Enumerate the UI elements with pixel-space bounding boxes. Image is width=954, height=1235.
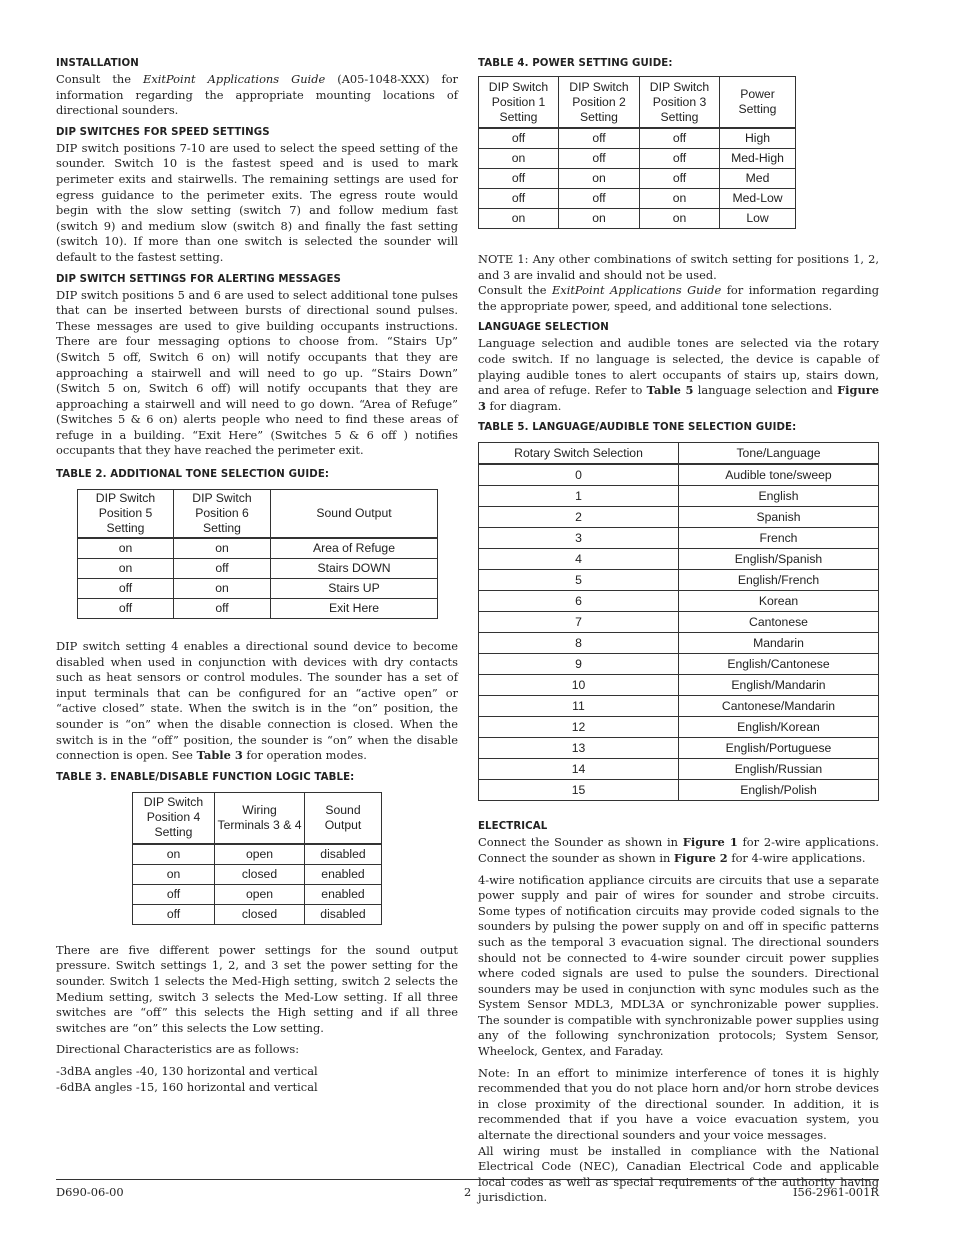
table-cell: English <box>679 486 879 507</box>
table-cell: 8 <box>479 633 679 654</box>
installation-text: Consult the ExitPoint Applications Guide (A05-1048-XXX) for information regarding the appropriate mounting locations of directional sounders. <box>56 72 458 118</box>
table-cell: enabled <box>305 864 382 884</box>
table-cell: Korean <box>679 591 879 612</box>
page-number: 2 <box>464 1185 472 1199</box>
installation-heading: INSTALLATION <box>56 58 139 69</box>
table-cell: 0 <box>479 464 679 486</box>
table-row <box>78 599 438 619</box>
footer-part-number: I56-2961-001R <box>793 1185 879 1199</box>
power-setting-table <box>478 76 796 229</box>
table-row <box>479 570 879 591</box>
table-row <box>479 486 879 507</box>
table-row <box>479 696 879 717</box>
table-header: DIP Switch Position 3 Setting <box>640 77 720 129</box>
electrical-text: Connect the Sounder as shown in Figure 1 for 2-wire applications. Connect the sounder as shown in Figure 2 for 4-wire applications. <box>478 835 879 865</box>
table-cell: on <box>133 864 215 884</box>
speed-text: DIP switch positions 7-10 are used to select the speed setting of the sounder. Switch 10 is the fastest speed and is used to mark perimeter exits and stairwells. The remaining settings are used for egress guidance to the perimeter exits. The egress route would begin with the slow setting (switch 7) and follow medium fast (switch 9) and medium slow (switch 8) and finally the fast setting (switch 10). If more than one switch is selected the sounder will default to the fastest setting. <box>56 140 458 264</box>
table-cell: Stairs DOWN <box>271 559 438 579</box>
alerting-heading: DIP SWITCH SETTINGS FOR ALERTING MESSAGES <box>56 273 341 285</box>
table-row <box>479 209 796 229</box>
table-cell: 12 <box>479 717 679 738</box>
table-cell: off <box>640 169 720 189</box>
table-cell: off <box>559 128 640 149</box>
table-row <box>479 675 879 696</box>
language-heading: LANGUAGE SELECTION <box>478 322 609 334</box>
table-row <box>78 538 438 559</box>
table-row <box>479 169 796 189</box>
enable-disable-table <box>132 792 382 925</box>
table-header: Wiring Terminals 3 & 4 <box>215 792 305 844</box>
table-row <box>479 654 879 675</box>
table-cell: off <box>640 128 720 149</box>
table-row <box>479 149 796 169</box>
table-cell: English/Russian <box>679 759 879 780</box>
table-cell: off <box>78 599 174 619</box>
table-cell: French <box>679 528 879 549</box>
table-header: Tone/Language <box>679 443 879 465</box>
table-row <box>479 528 879 549</box>
table-cell: off <box>174 559 271 579</box>
table-header: Rotary Switch Selection <box>479 443 679 465</box>
consult-text: Consult the ExitPoint Applications Guide for information regarding the appropriate power, speed, and additional tone selections. <box>478 283 879 313</box>
table-cell: off <box>479 169 559 189</box>
table4-title: TABLE 4. POWER SETTING GUIDE: <box>478 58 673 69</box>
table-cell: 11 <box>479 696 679 717</box>
alerting-text: DIP switch positions 5 and 6 are used to select additional tone pulses that can be inserted between bursts of directional sound pulses. These messages are used to give building occupants instructions. There are four messaging options to choose from. “Stairs Up” (Switch 5 off, Switch 6 on) will notify occupants that they are approaching a stairwell and will need to go up. “Stairs Down” (Switch 5 on, Switch 6 off) will notify occupants that they are approaching a stairwell and will need to go down. “Area of Refuge” (Switches 5 & 6 on) alerts people who need to find these areas of refuge in a building. “Exit Here” (Switches 5 & 6 off ) notifies occupants that they have reached the perimeter exit. <box>56 287 458 458</box>
table-row <box>133 844 382 865</box>
table-row <box>133 864 382 884</box>
table-header: Sound Output <box>305 792 382 844</box>
directional-line-2: -6dBA angles -15, 160 horizontal and vertical <box>56 1079 318 1094</box>
table-cell: 10 <box>479 675 679 696</box>
table-row <box>479 591 879 612</box>
speed-heading: DIP SWITCHES FOR SPEED SETTINGS <box>56 126 270 138</box>
table-header: DIP Switch Position 1 Setting <box>479 77 559 129</box>
table-header: Power Setting <box>720 77 796 129</box>
table-cell: on <box>640 209 720 229</box>
interference-note: Note: In an effort to minimize interference of tones it is highly recommended that you do not place horn and/or horn strobe devices in close proximity of the directional sounder. In addition, it is recommended that if you have a voice evacuation system, you alternate the directional sounders and your voice messages. <box>478 1065 879 1143</box>
language-table <box>478 442 879 801</box>
table-cell: on <box>479 209 559 229</box>
table-cell: English/Mandarin <box>679 675 879 696</box>
table-cell: off <box>559 149 640 169</box>
table-cell: open <box>215 884 305 904</box>
table-cell: Spanish <box>679 507 879 528</box>
table-row <box>133 904 382 924</box>
table-cell: 5 <box>479 570 679 591</box>
power-text: There are five different power settings for the sound output pressure. Switch settings 1, 2, and 3 set the power setting for the sounder. Switch 1 selects the Med-High setting, switch 2 selects the Medium setting, switch 3 selects the Med-Low setting. If all three switches are “off” this selects the High setting and if all three switches are “on” this selects the Low setting. <box>56 942 458 1035</box>
table-cell: off <box>479 189 559 209</box>
right-column <box>478 56 879 1206</box>
table-cell: off <box>559 189 640 209</box>
directional-text: Directional Characteristics are as follows: <box>56 1042 300 1057</box>
table-cell: disabled <box>305 904 382 924</box>
table-row <box>479 633 879 654</box>
table-cell: 15 <box>479 780 679 801</box>
table-header: DIP Switch Position 5 Setting <box>78 490 174 539</box>
four-wire-text: 4-wire notification appliance circuits are circuits that use a separate power supply and pair of wires for sounder and strobe circuits. Some types of notification circuits may provide coded signals to the sounders by pulsing the power supply on and off in specific patterns such as the temporal 3 evacuation signal. The directional sounders should not be connected to 4-wire sounder circuit power supplies where coded signals are used to pulse the sounders. Directional sounders may be used in conjunction with sync modules such as the System Sensor MDL3, MDL3A or synchronizable power supplies. The sounder is compatible with synchronizable power supplies using any of the following synchronization protocols; System Sensor, Wheelock, Gentex, and Faraday. <box>478 872 879 1059</box>
table-cell: open <box>215 844 305 865</box>
table-cell: 14 <box>479 759 679 780</box>
table-cell: English/Spanish <box>679 549 879 570</box>
directional-line-1: -3dBA angles -40, 130 horizontal and vertical <box>56 1063 318 1078</box>
table2-title: TABLE 2. ADDITIONAL TONE SELECTION GUIDE: <box>56 469 330 481</box>
table-cell: 13 <box>479 738 679 759</box>
page-footer <box>56 1179 879 1199</box>
table-cell: enabled <box>305 884 382 904</box>
table-row <box>479 549 879 570</box>
table-cell: Cantonese <box>679 612 879 633</box>
table-cell: on <box>640 189 720 209</box>
table-cell: 2 <box>479 507 679 528</box>
table-cell: on <box>559 209 640 229</box>
table-cell: Area of Refuge <box>271 538 438 559</box>
table-cell: off <box>479 128 559 149</box>
enable-text: DIP switch setting 4 enables a directional sound device to become disabled when used in conjunction with devices with dry contacts such as heat sensors or control modules. The sounder has a set of input terminals that can be configured for an “active open” or “active closed” state. When the switch is in the “on” position, the sounder is “on” when the disable connection is closed. When the switch is in the “off” position, the sounder is “on” when the disable connection is open. See Table 3 for operation modes. <box>56 639 458 763</box>
table-row <box>479 189 796 209</box>
table-row <box>78 579 438 599</box>
table-cell: on <box>174 579 271 599</box>
table-cell: 6 <box>479 591 679 612</box>
table-row <box>479 464 879 486</box>
footer-doc-number: D690-06-00 <box>56 1185 124 1199</box>
note-1: NOTE 1: Any other combinations of switch setting for positions 1, 2, and 3 are invalid and should not be used. <box>478 252 879 282</box>
table-cell: off <box>640 149 720 169</box>
electrical-heading: ELECTRICAL <box>478 821 548 833</box>
table-cell: Low <box>720 209 796 229</box>
left-column <box>56 56 458 1095</box>
table-cell: Exit Here <box>271 599 438 619</box>
table-row <box>479 128 796 149</box>
tone-selection-table <box>77 489 438 619</box>
table-row <box>133 884 382 904</box>
table-cell: off <box>133 884 215 904</box>
table-row <box>479 738 879 759</box>
table-cell: on <box>133 844 215 865</box>
table-cell: on <box>559 169 640 189</box>
table-cell: off <box>133 904 215 924</box>
table-cell: 4 <box>479 549 679 570</box>
table-cell: Mandarin <box>679 633 879 654</box>
table-cell: English/Korean <box>679 717 879 738</box>
table-cell: closed <box>215 904 305 924</box>
table-cell: Med <box>720 169 796 189</box>
table-cell: closed <box>215 864 305 884</box>
table-cell: English/French <box>679 570 879 591</box>
table-cell: English/Cantonese <box>679 654 879 675</box>
table-row <box>479 780 879 801</box>
table-header: Sound Output <box>271 490 438 539</box>
table-cell: 3 <box>479 528 679 549</box>
table-cell: Audible tone/sweep <box>679 464 879 486</box>
language-text: Language selection and audible tones are selected via the rotary code switch. If no language is selected, the device is capable of playing audible tones to alert occupants of stairs up, stairs down, and area of refuge. Refer to Table 5 language selection and Figure 3 for diagram. <box>478 336 880 413</box>
table-cell: Cantonese/Mandarin <box>679 696 879 717</box>
wiring-compliance: All wiring must be installed in compliance with the National Electrical Code (NEC), Canadian Electrical Code and applicable local codes as well as special requirements of the authority having jurisdiction. <box>478 1143 879 1205</box>
table-cell: on <box>78 559 174 579</box>
table3-title: TABLE 3. ENABLE/DISABLE FUNCTION LOGIC TABLE: <box>56 771 355 783</box>
table-cell: English/Portuguese <box>679 738 879 759</box>
table-header: DIP Switch Position 6 Setting <box>174 490 271 539</box>
table-cell: off <box>174 599 271 619</box>
table-cell: off <box>78 579 174 599</box>
table-cell: High <box>720 128 796 149</box>
table-header: DIP Switch Position 2 Setting <box>559 77 640 129</box>
table-row <box>78 559 438 579</box>
table-cell: English/Polish <box>679 780 879 801</box>
table-cell: 7 <box>479 612 679 633</box>
table-cell: on <box>174 538 271 559</box>
table-row <box>479 717 879 738</box>
table-cell: 9 <box>479 654 679 675</box>
table-cell: on <box>479 149 559 169</box>
table-header: DIP Switch Position 4 Setting <box>133 792 215 844</box>
table-cell: Med-High <box>720 149 796 169</box>
table-row <box>479 759 879 780</box>
table5-title: TABLE 5. LANGUAGE/AUDIBLE TONE SELECTION GUIDE: <box>478 422 797 434</box>
table-cell: Stairs UP <box>271 579 438 599</box>
table-cell: on <box>78 538 174 559</box>
table-row <box>479 612 879 633</box>
table-cell: Med-Low <box>720 189 796 209</box>
table-cell: disabled <box>305 844 382 865</box>
table-row <box>479 507 879 528</box>
table-cell: 1 <box>479 486 679 507</box>
